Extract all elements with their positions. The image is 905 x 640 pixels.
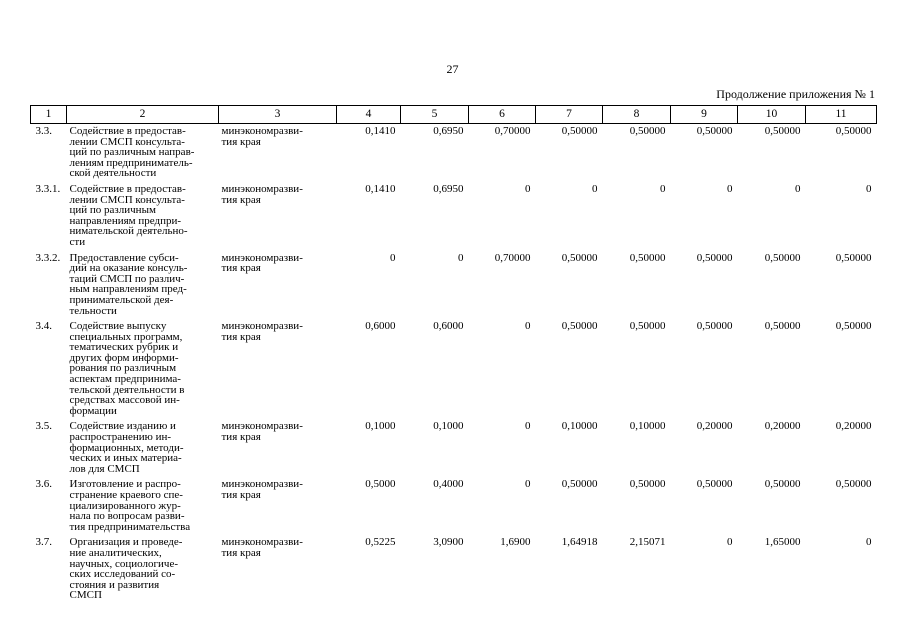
- row-code: 3.3.: [35, 125, 52, 137]
- page-number: 27: [446, 62, 459, 76]
- row-value: 0: [390, 251, 396, 264]
- header-cell-6: 6: [469, 106, 536, 124]
- row-value: 0,1410: [365, 182, 396, 195]
- header-cell-3: 3: [219, 106, 337, 124]
- row-value: 0,50000: [561, 320, 598, 333]
- row-value: 0,10000: [561, 420, 598, 433]
- header-cell-9: 9: [671, 106, 738, 124]
- table-row: [31, 419, 877, 477]
- row-value: 0,50000: [696, 125, 733, 137]
- row-value: 0,50000: [561, 478, 598, 491]
- row-value: 0: [866, 182, 872, 195]
- row-value: 0,50000: [696, 478, 733, 491]
- header-cell-7: 7: [536, 106, 603, 124]
- row-value: 0,50000: [629, 478, 666, 491]
- row-value: 0,50000: [629, 251, 666, 264]
- row-value: 0,50000: [835, 251, 872, 264]
- header-cell-2: 2: [67, 106, 219, 124]
- row-value: 0,50000: [561, 125, 598, 137]
- row-executor: минэкономразви- тия края: [221, 320, 303, 343]
- header-cell-4: 4: [337, 106, 401, 124]
- row-code: 3.6.: [35, 478, 52, 491]
- row-value: 0,50000: [764, 125, 801, 137]
- row-executor: минэкономразви- тия края: [221, 251, 303, 275]
- row-value: 0: [458, 251, 464, 264]
- row-executor: минэкономразви- тия края: [221, 478, 303, 501]
- header-cell-8: 8: [603, 106, 671, 124]
- row-value: 0,50000: [835, 125, 872, 137]
- row-value: 0,50000: [696, 251, 733, 264]
- row-value: 0,6000: [433, 320, 464, 333]
- row-value: 0,50000: [629, 125, 666, 137]
- row-value: 2,15071: [629, 536, 666, 549]
- row-name: Содействие изданию и распространению ин- формационных, методи- ческих и иных материа- лов для СМСП: [69, 420, 184, 475]
- row-value: 0,6950: [433, 125, 464, 137]
- row-executor: минэкономразви- тия края: [221, 182, 303, 206]
- table-row: [31, 535, 877, 604]
- row-name: Содействие выпуску специальных программ, тематических рубрик и других форм информи- рования по различным аспектам предпринима- тельской деятельности в средствах массовой ин- формации: [69, 320, 185, 417]
- row-name: Содействие в предостав- лении СМСП консульта- ций по различным направ- лениям предприниматель- ской деятельности: [69, 125, 195, 180]
- continuation-label: Продолжение приложения № 1: [716, 87, 875, 101]
- row-code: 3.4.: [35, 320, 52, 333]
- row-value: 0,20000: [696, 420, 733, 433]
- row-code: 3.5.: [35, 420, 52, 433]
- row-name: Организация и проведе- ние аналитических, научных, социологиче- ских исследований со- стояния и развития СМСП: [69, 536, 183, 602]
- row-value: 0: [866, 536, 872, 549]
- row-value: 0: [727, 536, 733, 549]
- header-row: [31, 106, 877, 124]
- row-value: 0,5225: [365, 536, 396, 549]
- row-value: 0: [525, 420, 531, 433]
- header-cell-10: 10: [738, 106, 806, 124]
- row-value: 0,50000: [764, 320, 801, 333]
- row-value: 0,50000: [764, 478, 801, 491]
- row-value: 0: [660, 182, 666, 195]
- row-name: Предоставление субси- дий на оказание консуль- таций СМСП по различ- ным направлениям пред- принимательской дея- тельности: [69, 251, 188, 317]
- row-value: 0: [795, 182, 801, 195]
- row-value: 0,70000: [494, 251, 531, 264]
- row-value: 0,5000: [365, 478, 396, 491]
- row-value: 0: [525, 320, 531, 333]
- row-value: 0: [525, 182, 531, 195]
- row-value: 0,1410: [365, 125, 396, 137]
- row-value: 1,65000: [764, 536, 801, 549]
- row-code: 3.3.1.: [35, 182, 61, 195]
- row-executor: минэкономразви- тия края: [221, 536, 303, 559]
- row-value: 0: [727, 182, 733, 195]
- row-code: 3.3.2.: [35, 251, 61, 264]
- row-value: 0,50000: [835, 320, 872, 333]
- table-row: [31, 182, 877, 251]
- header-cell-5: 5: [401, 106, 469, 124]
- row-value: 0,20000: [835, 420, 872, 433]
- row-value: 0: [525, 478, 531, 491]
- row-value: 3,0900: [433, 536, 464, 549]
- row-value: 0,1000: [433, 420, 464, 433]
- row-code: 3.7.: [35, 536, 52, 549]
- row-value: 1,64918: [561, 536, 598, 549]
- row-value: 0,50000: [696, 320, 733, 333]
- row-value: 0,4000: [433, 478, 464, 491]
- table-body: [31, 124, 877, 604]
- row-name: Изготовление и распро- странение краевого спе- циализированного жур- нала по вопросам разви- тия предпринимательства: [69, 478, 191, 533]
- table-row: [31, 477, 877, 535]
- row-value: 0: [592, 182, 598, 195]
- table-row: [31, 251, 877, 320]
- row-value: 0,50000: [561, 251, 598, 264]
- row-value: 0,70000: [494, 125, 531, 137]
- row-value: 0,10000: [629, 420, 666, 433]
- row-value: 0,50000: [764, 251, 801, 264]
- appendix-table: [30, 105, 877, 604]
- row-value: 0,6000: [365, 320, 396, 333]
- row-value: 0,6950: [433, 182, 464, 195]
- header-cell-1: 1: [31, 106, 67, 124]
- row-value: 0,1000: [365, 420, 396, 433]
- table-row: [31, 124, 877, 182]
- row-value: 0,50000: [629, 320, 666, 333]
- row-executor: минэкономразви- тия края: [221, 420, 303, 444]
- row-value: 0,20000: [764, 420, 801, 433]
- row-name: Содействие в предостав- лении СМСП консульта- ций по различным направлениям предпри- нимательской деятельно- сти: [69, 182, 188, 248]
- row-value: 0,50000: [835, 478, 872, 491]
- table-row: [31, 319, 877, 419]
- row-executor: минэкономразви- тия края: [221, 125, 303, 148]
- header-cell-11: 11: [806, 106, 877, 124]
- row-value: 1,6900: [500, 536, 531, 549]
